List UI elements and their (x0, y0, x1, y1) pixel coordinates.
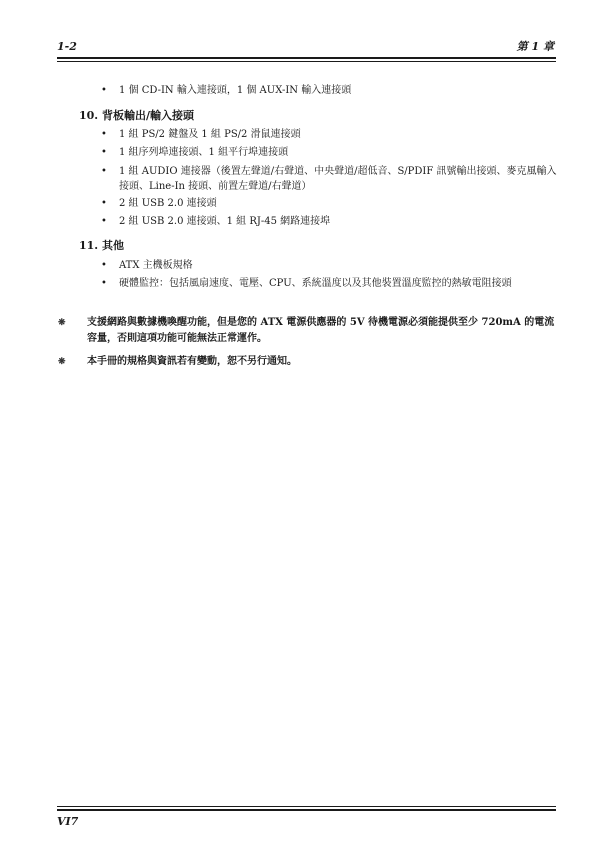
bullet-icon: • (101, 260, 107, 271)
header-rule-thin (57, 61, 556, 62)
note-symbol-icon: ❋ (58, 357, 66, 367)
list-item-text: 1 組 PS/2 鍵盤及 1 組 PS/2 滑鼠連接頭 (119, 129, 301, 140)
page-number-header: 1-2 (57, 40, 77, 53)
list-item-text: 2 組 USB 2.0 連接頭、1 組 RJ-45 網路連接埠 (119, 216, 331, 227)
chapter-header: 第 1 章 (516, 40, 554, 53)
list-item-text: 2 組 USB 2.0 連接頭 (119, 198, 217, 209)
bullet-icon: • (101, 278, 107, 289)
bullet-icon: • (101, 147, 107, 158)
section-title-10: 10. 背板輸出/輸入接頭 (79, 109, 194, 122)
note-text: 本手冊的規格與資訊若有變動，恕不另行通知。 (87, 356, 297, 367)
bullet-icon: • (101, 166, 107, 177)
bullet-icon: • (101, 198, 107, 209)
list-item-text: 1 組 AUDIO 連接器（後置左聲道/右聲道、中央聲道/超低音、S/PDIF 訊號輸出接頭、麥克風輸入接頭、Line-In 接頭、前置左聲道/右聲道） (119, 166, 557, 192)
model-footer: VI7 (57, 815, 79, 828)
footer-rule-thin (57, 806, 556, 807)
bullet-icon: • (101, 129, 107, 140)
note-symbol-icon: ❋ (58, 318, 66, 328)
list-item-text: 1 組序列埠連接頭、1 組平行埠連接頭 (119, 147, 289, 158)
list-item-text: 硬體監控：包括風扇速度、電壓、CPU、系統溫度以及其他裝置溫度監控的熱敏電阻接頭 (119, 278, 512, 289)
note-text: 支援網路與數據機喚醒功能，但是您的 ATX 電源供應器的 5V 待機電源必須能提供至少 720mA 的電流容量，否則這項功能可能無法正常運作。 (87, 317, 555, 344)
bullet-icon: • (101, 85, 107, 96)
list-item-text: 1 個 CD-IN 輸入連接頭，1 個 AUX-IN 輸入連接頭 (119, 85, 352, 96)
header-rule-thick (57, 57, 556, 59)
list-item-text: ATX 主機板規格 (119, 260, 193, 271)
bullet-icon: • (101, 216, 107, 227)
section-title-11: 11. 其他 (79, 239, 124, 252)
footer-rule-thick (57, 809, 556, 811)
